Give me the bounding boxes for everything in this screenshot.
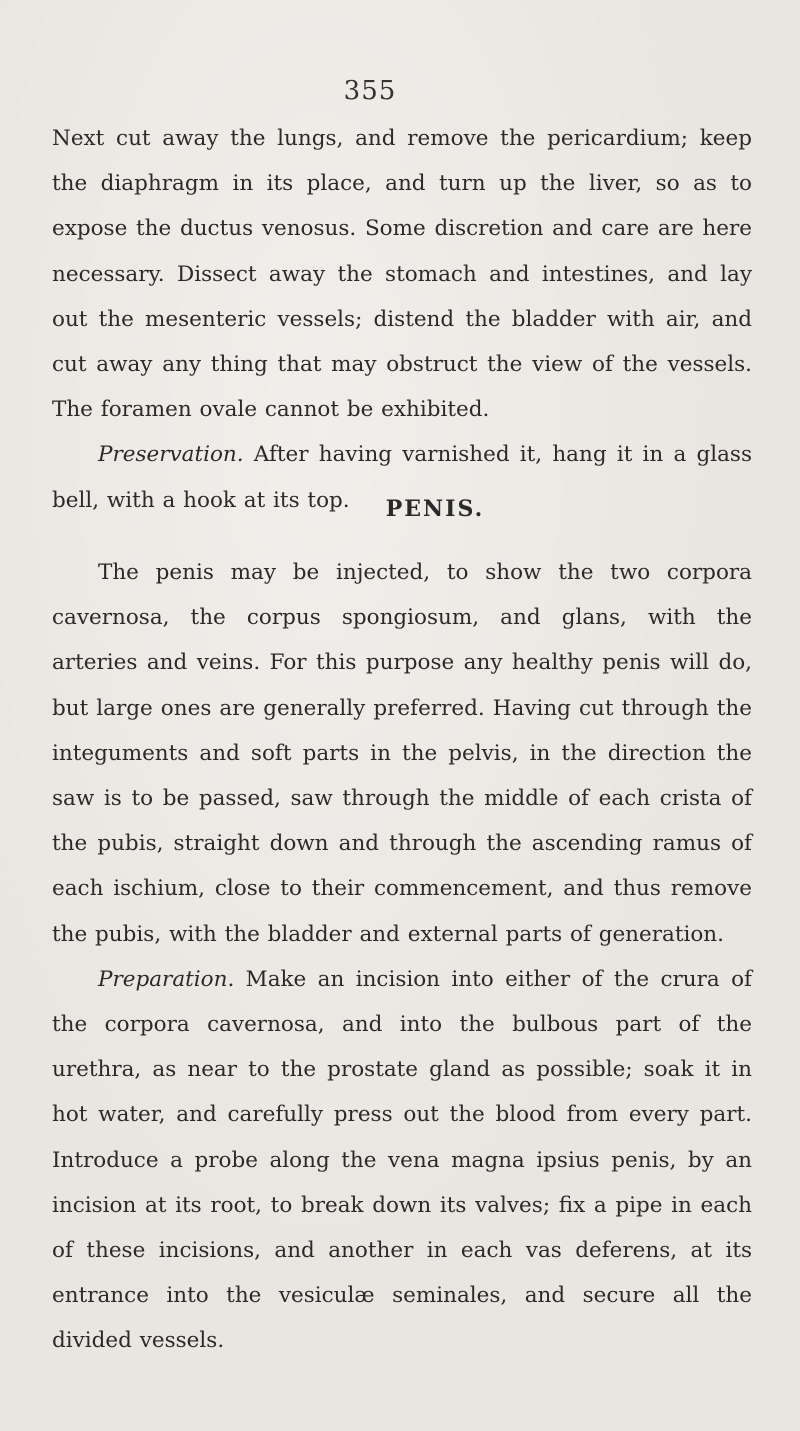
section-heading-text: PENIS.	[385, 496, 485, 522]
preparation-text: Make an incision into either of the crura of the corpora cavernosa, and into the bulbous part of the urethra, as near to the prostate gland as possible; soak it in hot water, and carefully press out the blood from every part. Introduce a probe along the vena magna ipsius penis, by an incision at its root, to break down its valves; fix a pipe in each of these incisions, and another in each vas deferens, at its entrance into the vesiculæ seminales, and secure all the divided vessels.	[52, 966, 752, 1354]
preservation-label: Preservation.	[98, 442, 244, 468]
text-block-upper	[52, 116, 752, 523]
paragraph-injection: The penis may be injected, to show the two corpora cavernosa, the corpus spongiosum, and glans, with the arteries and veins. For this purpose any healthy penis will do, but large ones are generally preferred. Having cut through the integuments and soft parts in the pelvis, in the direction the saw is to be passed, saw through the middle of each crista of the pubis, straight down and through the ascending ramus of each ischium, close to their commencement, and thus remove the pubis, with the bladder and external parts of generation.	[52, 560, 752, 947]
paragraph-dissection: Next cut away the lungs, and remove the pericardium; keep the diaphragm in its place, and turn up the liver, so as to expose the ductus venosus. Some discretion and care are here necessary. Dissect away the stomach and intestines, and lay out the mesenteric vessels; distend the bladder with air, and cut away any thing that may obstruct the view of the vessels. The foramen ovale cannot be exhibited.	[52, 126, 752, 423]
paragraph-preparation	[52, 957, 752, 1364]
section-heading	[0, 496, 800, 522]
page-number: 355	[343, 76, 397, 106]
preparation-label: Preparation.	[98, 966, 235, 992]
preservation-text: After having varnished it, hang it in a glass bell, with a hook at its top.	[52, 442, 752, 513]
text-block-lower	[52, 550, 752, 1364]
